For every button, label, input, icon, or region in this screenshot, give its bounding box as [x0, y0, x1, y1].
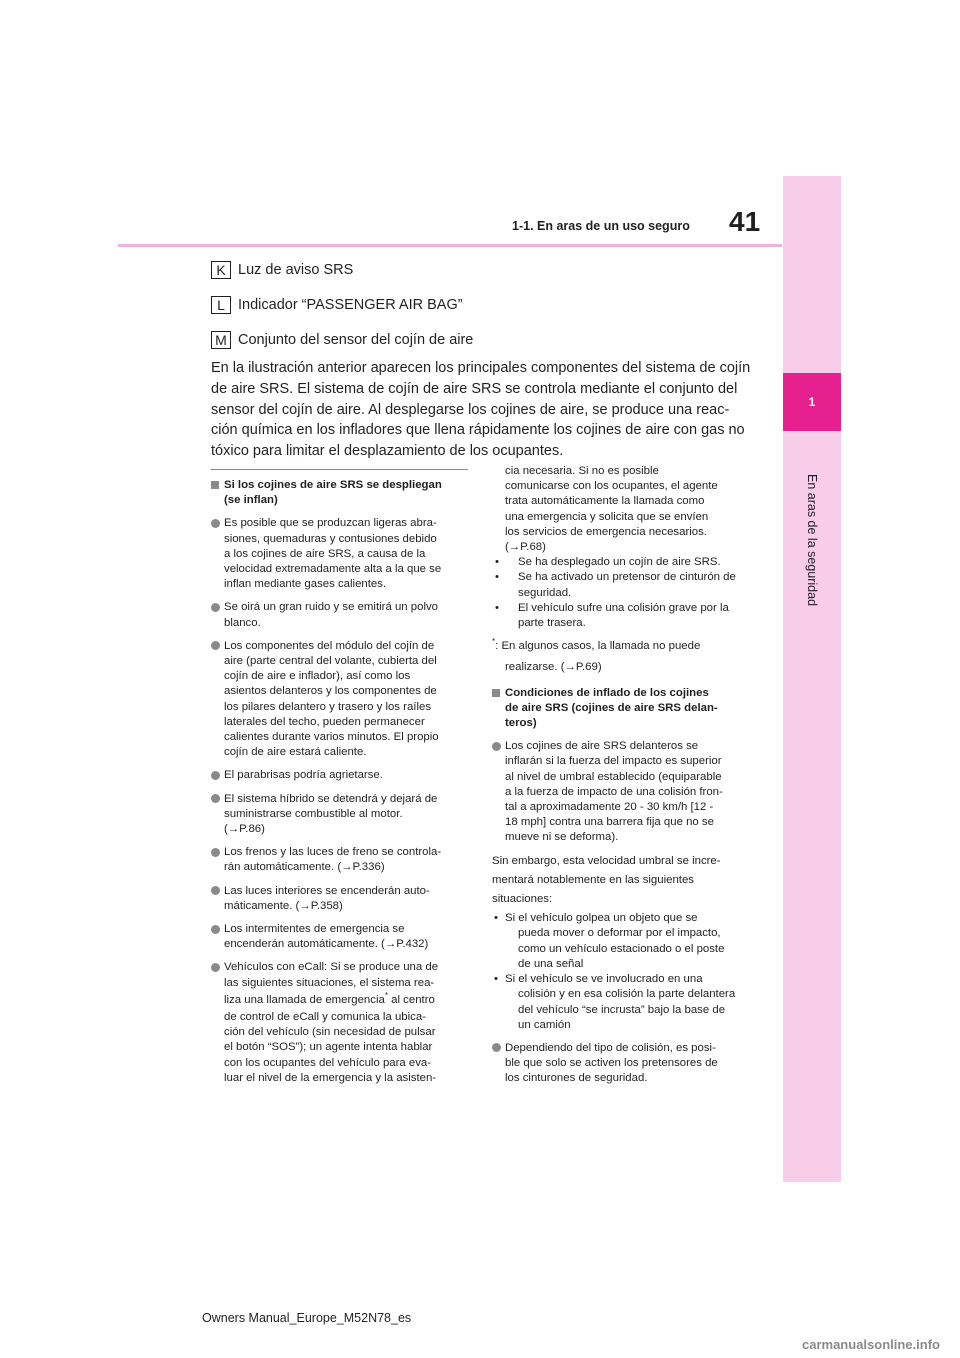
section-title: 1-1. En aras de un uso seguro [512, 219, 690, 233]
circle-bullet-icon [211, 603, 220, 612]
chapter-number-tab[interactable]: 1 [783, 373, 841, 431]
circle-bullet-icon [211, 641, 220, 650]
square-bullet-icon [492, 689, 500, 697]
callout-letter: K [211, 261, 231, 279]
ecall-continuation: cia necesaria. Si no es posible comunicarse con los ocupantes, el agente trata automáticamente la llamada como una emergencia y solicita que se envíen los servicios de emergencia necesarios. (→P.68) [492, 464, 756, 555]
circle-bullet-icon [492, 742, 501, 751]
section-heading-deployment: Si los cojines de aire SRS se despliegan (se inflan) [211, 478, 471, 508]
page-reference-link[interactable]: (→P.68) [505, 541, 546, 554]
callout-k [211, 261, 353, 279]
intro-line: En la ilustración anterior aparecen los principales componentes del sistema de cojín [211, 360, 751, 376]
situation-item: • Si el vehículo golpea un objeto que se pueda mover o deformar por el impacto, como un vehículo estacionado o el poste de una señal [494, 912, 725, 970]
footnote: *: En algunos casos, la llamada no puede realizarse. (→P.69) [492, 637, 701, 674]
dash-list-item: • El vehículo sufre una colisión grave por la parte trasera. [495, 601, 729, 630]
bullet-item: Los componentes del módulo del cojín de aire (parte central del volante, cubierta del cojín de aire e inflador), así como los asientos delanteros y los componentes de los pilares delantero y trasero y los raíles laterales del techo, pueden permanecer calientes durante varios minutos. El propio cojín de aire estará caliente. [211, 639, 471, 761]
circle-bullet-icon [211, 886, 220, 895]
intro-line: ción química en los infladores que llena rápidamente los cojines de aire con gas no [211, 422, 745, 439]
chapter-title: En aras de la seguridad [805, 473, 819, 607]
bullet-item: Los cojines de aire SRS delanteros se inflarán si la fuerza del impacto es superior al nivel de umbral establecido (equiparable a la fuerza de impacto de una colisión fron- tal a aproximadamente 20 - 30 km/h [12 - 18 mph] contra una barrera fija que no se mueve ni se deforma). [492, 739, 756, 845]
dash-list-item: • Se ha desplegado un cojín de aire SRS. [495, 556, 721, 569]
circle-bullet-icon [211, 925, 220, 934]
bullet-item: Se oirá un gran ruido y se emitirá un polvo blanco. [211, 600, 471, 630]
callout-text: Luz de aviso SRS [238, 262, 354, 278]
callout-letter: M [211, 331, 231, 349]
bullet-item: Los intermitentes de emergencia se encenderán automáticamente. (→P.432) [211, 922, 471, 952]
circle-bullet-icon [211, 771, 220, 780]
callout-text: Indicador “PASSENGER AIR BAG” [238, 297, 463, 313]
right-column [492, 464, 756, 1095]
watermark: carmanualsonline.info [802, 1337, 940, 1352]
chapter-sidebar [783, 176, 841, 1182]
circle-bullet-icon [492, 1043, 501, 1052]
intro-line: tóxico para limitar el desplazamiento de los ocupantes. [211, 443, 564, 460]
bullet-item: Los frenos y las luces de freno se controla- rán automáticamente. (→P.336) [211, 845, 471, 875]
square-bullet-icon [211, 481, 219, 489]
dash-list-item: • Se ha activado un pretensor de cinturón de seguridad. [495, 571, 736, 599]
circle-bullet-icon [211, 848, 220, 857]
situation-item: • Si el vehículo se ve involucrado en una colisión y en esa colisión la parte delantera del vehículo “se incrusta” bajo la base de un camión [494, 973, 736, 1031]
intro-paragraph [211, 358, 756, 462]
threshold-paragraph: Sin embargo, esta velocidad umbral se incre- mentará notablemente en las siguientes situaciones: [492, 854, 721, 906]
bullet-item: Es posible que se produzcan ligeras abra- siones, quemaduras y contusiones debido a los cojines de aire SRS, a causa de la velocidad extremadamente alta a la que se inflan mediante gases calientes. [211, 516, 471, 592]
callout-text: Conjunto del sensor del cojín de aire [238, 332, 474, 348]
footnote-mark: * [492, 637, 496, 647]
callout-m [211, 331, 473, 349]
intro-line: de aire SRS. El sistema de cojín de aire SRS se controla mediante el conjunto del [211, 380, 738, 397]
left-column [211, 478, 471, 1094]
bullet-item: El parabrisas podría agrietarse. [211, 768, 471, 783]
page-number: 41 [729, 206, 761, 237]
callout-l [211, 296, 463, 314]
column-divider [211, 469, 468, 470]
callout-letter: L [211, 296, 231, 314]
page-reference-link[interactable]: (→P.86) [224, 823, 265, 836]
circle-bullet-icon [211, 794, 220, 803]
footnote-mark: * [384, 991, 388, 1001]
intro-line: sensor del cojín de aire. Al desplegarse los cojines de aire, se produce una reac- [211, 401, 730, 418]
bullet-item-ecall: Vehículos con eCall: Si se produce una de las siguientes situaciones, el sistema rea- liza una llamada de emergencia* al centro de control de eCall y comunica la ubica- ción del vehículo (sin necesidad de pulsar el botón “SOS”); un agente intenta hablar con los ocupantes del vehículo para eva- luar el nivel de la emergencia y la asisten- [211, 960, 471, 1085]
bullet-item: Las luces interiores se encenderán auto- máticamente. (→P.358) [211, 884, 471, 914]
header-divider [118, 244, 782, 247]
section-heading-inflation-conditions: Condiciones de inflado de los cojines de aire SRS (cojines de aire SRS delan- teros) [492, 686, 756, 732]
bullet-item: El sistema híbrido se detendrá y dejará de suministrarse combustible al motor. (→P.86) [211, 792, 471, 838]
bullet-item: Dependiendo del tipo de colisión, es posi- ble que solo se activen los pretensores de los cinturones de seguridad. [492, 1041, 756, 1087]
circle-bullet-icon [211, 519, 220, 528]
manual-id: Owners Manual_Europe_M52N78_es [202, 1311, 412, 1325]
circle-bullet-icon [211, 963, 220, 972]
